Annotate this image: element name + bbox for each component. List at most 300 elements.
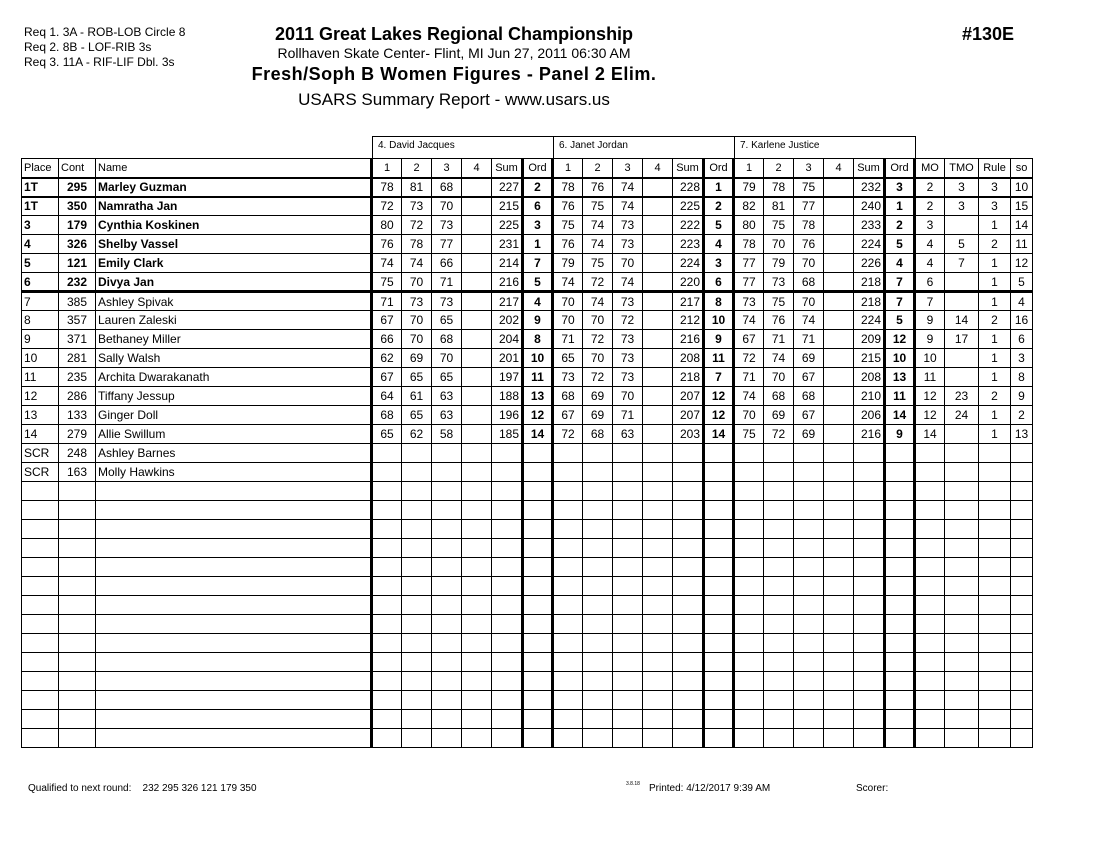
- score-cell: [643, 444, 673, 463]
- empty-cell: [643, 653, 673, 672]
- empty-cell: [945, 501, 979, 520]
- score-cell: 76: [764, 311, 794, 330]
- rule-cell: 1: [979, 254, 1011, 273]
- sum-cell: 224: [673, 254, 704, 273]
- score-cell: 67: [372, 368, 402, 387]
- score-cell: 63: [432, 387, 462, 406]
- empty-cell: [915, 501, 945, 520]
- score-cell: 75: [764, 216, 794, 235]
- col-j1-2: 2: [402, 159, 432, 178]
- empty-cell: [854, 691, 885, 710]
- score-cell: 73: [613, 292, 643, 311]
- table-row: [22, 273, 1033, 292]
- sum-cell: 204: [492, 330, 523, 349]
- empty-row: [22, 729, 1033, 748]
- empty-cell: [734, 691, 764, 710]
- score-cell: 72: [613, 311, 643, 330]
- name-cell: Lauren Zaleski: [96, 311, 372, 330]
- empty-cell: [432, 691, 462, 710]
- empty-cell: [764, 615, 794, 634]
- score-cell: 75: [372, 273, 402, 292]
- score-cell: [462, 311, 492, 330]
- score-cell: 58: [432, 425, 462, 444]
- empty-cell: [854, 615, 885, 634]
- empty-cell: [1011, 482, 1033, 501]
- empty-cell: [462, 577, 492, 596]
- score-cell: [462, 273, 492, 292]
- score-cell: [643, 178, 673, 197]
- score-cell: 71: [553, 330, 583, 349]
- mo-cell: 11: [915, 368, 945, 387]
- col-j3-3: 3: [794, 159, 824, 178]
- table-row: [22, 444, 1033, 463]
- empty-cell: [794, 577, 824, 596]
- venue-line: Rollhaven Skate Center- Flint, MI Jun 27, 2011 06:30 AM: [277, 45, 631, 61]
- empty-cell: [764, 729, 794, 748]
- empty-cell: [794, 539, 824, 558]
- empty-cell: [643, 729, 673, 748]
- ord-cell: 7: [885, 273, 915, 292]
- empty-cell: [1011, 558, 1033, 577]
- empty-cell: [523, 615, 553, 634]
- score-cell: 72: [734, 349, 764, 368]
- mo-cell: 4: [915, 235, 945, 254]
- empty-cell: [1011, 615, 1033, 634]
- empty-row: [22, 691, 1033, 710]
- empty-cell: [462, 710, 492, 729]
- empty-cell: [915, 653, 945, 672]
- rule-cell: [979, 444, 1011, 463]
- col-j2-3: 3: [613, 159, 643, 178]
- score-cell: 78: [402, 235, 432, 254]
- col-place: Place: [22, 159, 59, 178]
- name-cell: Marley Guzman: [96, 178, 372, 197]
- score-cell: 74: [613, 178, 643, 197]
- empty-cell: [372, 653, 402, 672]
- empty-cell: [492, 729, 523, 748]
- ord-cell: 11: [885, 387, 915, 406]
- score-cell: 70: [764, 368, 794, 387]
- col-j3-sum: Sum: [854, 159, 885, 178]
- empty-cell: [96, 615, 372, 634]
- empty-cell: [492, 672, 523, 691]
- tmo-cell: [945, 463, 979, 482]
- place-cell: 9: [22, 330, 59, 349]
- table-row: [22, 178, 1033, 197]
- empty-cell: [764, 539, 794, 558]
- score-cell: [402, 444, 432, 463]
- empty-cell: [1011, 672, 1033, 691]
- sum-cell: [673, 463, 704, 482]
- empty-cell: [402, 634, 432, 653]
- empty-cell: [945, 653, 979, 672]
- empty-cell: [372, 539, 402, 558]
- tmo-cell: [945, 444, 979, 463]
- score-cell: 61: [402, 387, 432, 406]
- empty-cell: [59, 577, 96, 596]
- rule-cell: 1: [979, 273, 1011, 292]
- empty-cell: [402, 558, 432, 577]
- empty-row: [22, 596, 1033, 615]
- cont-cell: 350: [59, 197, 96, 216]
- report-title: 2011 Great Lakes Regional Championship: [274, 24, 634, 44]
- score-cell: [643, 330, 673, 349]
- empty-cell: [734, 482, 764, 501]
- empty-cell: [673, 520, 704, 539]
- empty-cell: [402, 710, 432, 729]
- score-cell: [432, 463, 462, 482]
- so-cell: 9: [1011, 387, 1033, 406]
- sum-cell: 207: [673, 406, 704, 425]
- empty-cell: [915, 634, 945, 653]
- ord-cell: 2: [704, 197, 734, 216]
- empty-cell: [734, 501, 764, 520]
- ord-cell: 5: [704, 216, 734, 235]
- sum-cell: 208: [854, 368, 885, 387]
- score-cell: 70: [734, 406, 764, 425]
- col-name: Name: [96, 159, 372, 178]
- mo-cell: 10: [915, 349, 945, 368]
- score-cell: 80: [372, 216, 402, 235]
- empty-cell: [854, 558, 885, 577]
- score-cell: 71: [432, 273, 462, 292]
- name-cell: Bethaney Miller: [96, 330, 372, 349]
- place-cell: 3: [22, 216, 59, 235]
- empty-row: [22, 539, 1033, 558]
- empty-cell: [945, 520, 979, 539]
- cont-cell: 248: [59, 444, 96, 463]
- rule-cell: 1: [979, 292, 1011, 311]
- score-cell: 69: [794, 425, 824, 444]
- empty-cell: [22, 482, 59, 501]
- col-j1-1: 1: [372, 159, 402, 178]
- empty-cell: [915, 672, 945, 691]
- empty-cell: [613, 634, 643, 653]
- score-cell: 76: [553, 197, 583, 216]
- empty-cell: [824, 615, 854, 634]
- col-j2-2: 2: [583, 159, 613, 178]
- empty-cell: [854, 634, 885, 653]
- empty-cell: [945, 634, 979, 653]
- empty-cell: [643, 501, 673, 520]
- score-cell: 62: [372, 349, 402, 368]
- empty-cell: [979, 539, 1011, 558]
- score-cell: [734, 444, 764, 463]
- empty-cell: [432, 501, 462, 520]
- empty-cell: [979, 672, 1011, 691]
- score-cell: [643, 425, 673, 444]
- name-cell: Namratha Jan: [96, 197, 372, 216]
- score-cell: [824, 368, 854, 387]
- empty-cell: [794, 691, 824, 710]
- event-number: #130E: [962, 24, 1015, 44]
- empty-cell: [734, 634, 764, 653]
- empty-cell: [59, 558, 96, 577]
- sum-cell: 197: [492, 368, 523, 387]
- score-cell: [764, 444, 794, 463]
- empty-cell: [583, 615, 613, 634]
- empty-cell: [432, 596, 462, 615]
- empty-cell: [854, 577, 885, 596]
- empty-cell: [704, 691, 734, 710]
- score-cell: [643, 368, 673, 387]
- so-cell: 2: [1011, 406, 1033, 425]
- ord-cell: 7: [885, 292, 915, 311]
- score-cell: 73: [764, 273, 794, 292]
- table-row: [22, 216, 1033, 235]
- score-cell: 69: [583, 406, 613, 425]
- cont-cell: 235: [59, 368, 96, 387]
- sum-cell: 218: [854, 273, 885, 292]
- table-row: [22, 235, 1033, 254]
- empty-cell: [643, 615, 673, 634]
- ord-cell: 3: [523, 216, 553, 235]
- empty-cell: [764, 672, 794, 691]
- sum-cell: 215: [854, 349, 885, 368]
- empty-cell: [462, 558, 492, 577]
- empty-cell: [583, 501, 613, 520]
- tmo-cell: [945, 273, 979, 292]
- empty-cell: [59, 539, 96, 558]
- empty-cell: [553, 520, 583, 539]
- score-cell: [402, 463, 432, 482]
- mo-cell: 6: [915, 273, 945, 292]
- empty-cell: [673, 672, 704, 691]
- empty-cell: [885, 691, 915, 710]
- empty-cell: [462, 691, 492, 710]
- empty-cell: [1011, 710, 1033, 729]
- empty-cell: [854, 729, 885, 748]
- empty-cell: [432, 558, 462, 577]
- score-cell: 79: [734, 178, 764, 197]
- sum-cell: 201: [492, 349, 523, 368]
- empty-cell: [96, 653, 372, 672]
- empty-cell: [1011, 634, 1033, 653]
- score-cell: 79: [553, 254, 583, 273]
- score-cell: 74: [583, 216, 613, 235]
- empty-cell: [523, 596, 553, 615]
- score-cell: 77: [734, 273, 764, 292]
- score-cell: 65: [553, 349, 583, 368]
- score-cell: [462, 216, 492, 235]
- rule-cell: 1: [979, 368, 1011, 387]
- mo-cell: 12: [915, 387, 945, 406]
- empty-cell: [734, 539, 764, 558]
- empty-cell: [613, 653, 643, 672]
- sum-cell: 203: [673, 425, 704, 444]
- empty-cell: [402, 729, 432, 748]
- empty-cell: [22, 539, 59, 558]
- sum-cell: 216: [854, 425, 885, 444]
- sum-cell: [492, 463, 523, 482]
- empty-cell: [794, 634, 824, 653]
- empty-cell: [462, 596, 492, 615]
- sum-cell: 218: [854, 292, 885, 311]
- ord-cell: 9: [885, 425, 915, 444]
- score-cell: [643, 463, 673, 482]
- empty-cell: [854, 653, 885, 672]
- name-cell: Molly Hawkins: [96, 463, 372, 482]
- score-cell: 74: [613, 197, 643, 216]
- empty-cell: [372, 520, 402, 539]
- empty-cell: [462, 653, 492, 672]
- empty-cell: [643, 634, 673, 653]
- empty-cell: [764, 653, 794, 672]
- empty-cell: [885, 653, 915, 672]
- ord-cell: [523, 463, 553, 482]
- cont-cell: 326: [59, 235, 96, 254]
- score-cell: 76: [583, 178, 613, 197]
- score-cell: 74: [553, 273, 583, 292]
- ord-cell: [885, 463, 915, 482]
- score-cell: 67: [372, 311, 402, 330]
- score-cell: 72: [583, 330, 613, 349]
- score-cell: 69: [794, 349, 824, 368]
- results-table: [21, 158, 1033, 748]
- score-cell: 73: [613, 330, 643, 349]
- ord-cell: 7: [704, 368, 734, 387]
- mo-cell: 9: [915, 311, 945, 330]
- score-cell: [794, 444, 824, 463]
- score-cell: 75: [583, 197, 613, 216]
- score-cell: 73: [613, 235, 643, 254]
- ord-cell: 10: [885, 349, 915, 368]
- score-cell: 68: [432, 330, 462, 349]
- score-cell: [462, 406, 492, 425]
- sum-cell: 212: [673, 311, 704, 330]
- name-cell: Allie Swillum: [96, 425, 372, 444]
- tmo-cell: 14: [945, 311, 979, 330]
- empty-cell: [885, 615, 915, 634]
- sum-cell: 217: [492, 292, 523, 311]
- table-header-row: [22, 159, 1033, 178]
- empty-cell: [462, 520, 492, 539]
- empty-cell: [583, 691, 613, 710]
- score-cell: 81: [402, 178, 432, 197]
- col-j3-2: 2: [764, 159, 794, 178]
- empty-cell: [764, 501, 794, 520]
- score-cell: [643, 311, 673, 330]
- empty-cell: [854, 501, 885, 520]
- empty-cell: [854, 482, 885, 501]
- sum-cell: 224: [854, 235, 885, 254]
- rule-cell: 1: [979, 349, 1011, 368]
- col-j2-1: 1: [553, 159, 583, 178]
- score-cell: [643, 197, 673, 216]
- col-rule: Rule: [979, 159, 1011, 178]
- ord-cell: 1: [885, 197, 915, 216]
- score-cell: 70: [764, 235, 794, 254]
- empty-cell: [96, 577, 372, 596]
- sum-cell: 232: [854, 178, 885, 197]
- score-cell: [462, 292, 492, 311]
- empty-cell: [523, 501, 553, 520]
- empty-cell: [824, 577, 854, 596]
- score-cell: 71: [372, 292, 402, 311]
- empty-cell: [22, 501, 59, 520]
- score-cell: 70: [553, 311, 583, 330]
- place-cell: 7: [22, 292, 59, 311]
- score-cell: 73: [613, 349, 643, 368]
- empty-cell: [583, 482, 613, 501]
- empty-cell: [734, 729, 764, 748]
- empty-cell: [372, 558, 402, 577]
- empty-cell: [613, 672, 643, 691]
- empty-cell: [492, 596, 523, 615]
- empty-cell: [583, 558, 613, 577]
- empty-cell: [523, 710, 553, 729]
- empty-cell: [22, 615, 59, 634]
- score-cell: 67: [734, 330, 764, 349]
- place-cell: 8: [22, 311, 59, 330]
- mo-cell: 2: [915, 178, 945, 197]
- empty-cell: [824, 729, 854, 748]
- empty-cell: [945, 691, 979, 710]
- table-row: [22, 425, 1033, 444]
- empty-row: [22, 634, 1033, 653]
- score-cell: [643, 387, 673, 406]
- empty-cell: [673, 482, 704, 501]
- score-cell: [462, 368, 492, 387]
- empty-cell: [673, 710, 704, 729]
- score-cell: 68: [794, 273, 824, 292]
- ord-cell: 1: [523, 235, 553, 254]
- sum-cell: [854, 444, 885, 463]
- so-cell: 13: [1011, 425, 1033, 444]
- empty-cell: [885, 482, 915, 501]
- empty-cell: [673, 558, 704, 577]
- score-cell: 71: [794, 330, 824, 349]
- empty-cell: [824, 634, 854, 653]
- score-cell: [432, 444, 462, 463]
- empty-row: [22, 558, 1033, 577]
- empty-cell: [432, 539, 462, 558]
- empty-cell: [492, 710, 523, 729]
- score-cell: [462, 197, 492, 216]
- empty-cell: [885, 710, 915, 729]
- ord-cell: 13: [523, 387, 553, 406]
- place-cell: 1T: [22, 197, 59, 216]
- empty-cell: [764, 482, 794, 501]
- score-cell: 65: [402, 406, 432, 425]
- score-cell: 67: [794, 406, 824, 425]
- empty-cell: [734, 672, 764, 691]
- score-cell: 73: [553, 368, 583, 387]
- score-cell: 72: [583, 368, 613, 387]
- empty-cell: [59, 615, 96, 634]
- empty-cell: [764, 710, 794, 729]
- empty-cell: [402, 596, 432, 615]
- score-cell: 71: [734, 368, 764, 387]
- score-cell: 68: [764, 387, 794, 406]
- score-cell: 72: [764, 425, 794, 444]
- col-cont: Cont: [59, 159, 96, 178]
- empty-cell: [96, 539, 372, 558]
- empty-cell: [402, 672, 432, 691]
- score-cell: [824, 425, 854, 444]
- empty-cell: [372, 615, 402, 634]
- empty-cell: [22, 558, 59, 577]
- rule-cell: 3: [979, 178, 1011, 197]
- rule-cell: [979, 463, 1011, 482]
- score-cell: 73: [432, 216, 462, 235]
- sum-cell: 206: [854, 406, 885, 425]
- rule-cell: 2: [979, 387, 1011, 406]
- empty-cell: [59, 501, 96, 520]
- sum-cell: 227: [492, 178, 523, 197]
- empty-cell: [462, 501, 492, 520]
- empty-cell: [432, 634, 462, 653]
